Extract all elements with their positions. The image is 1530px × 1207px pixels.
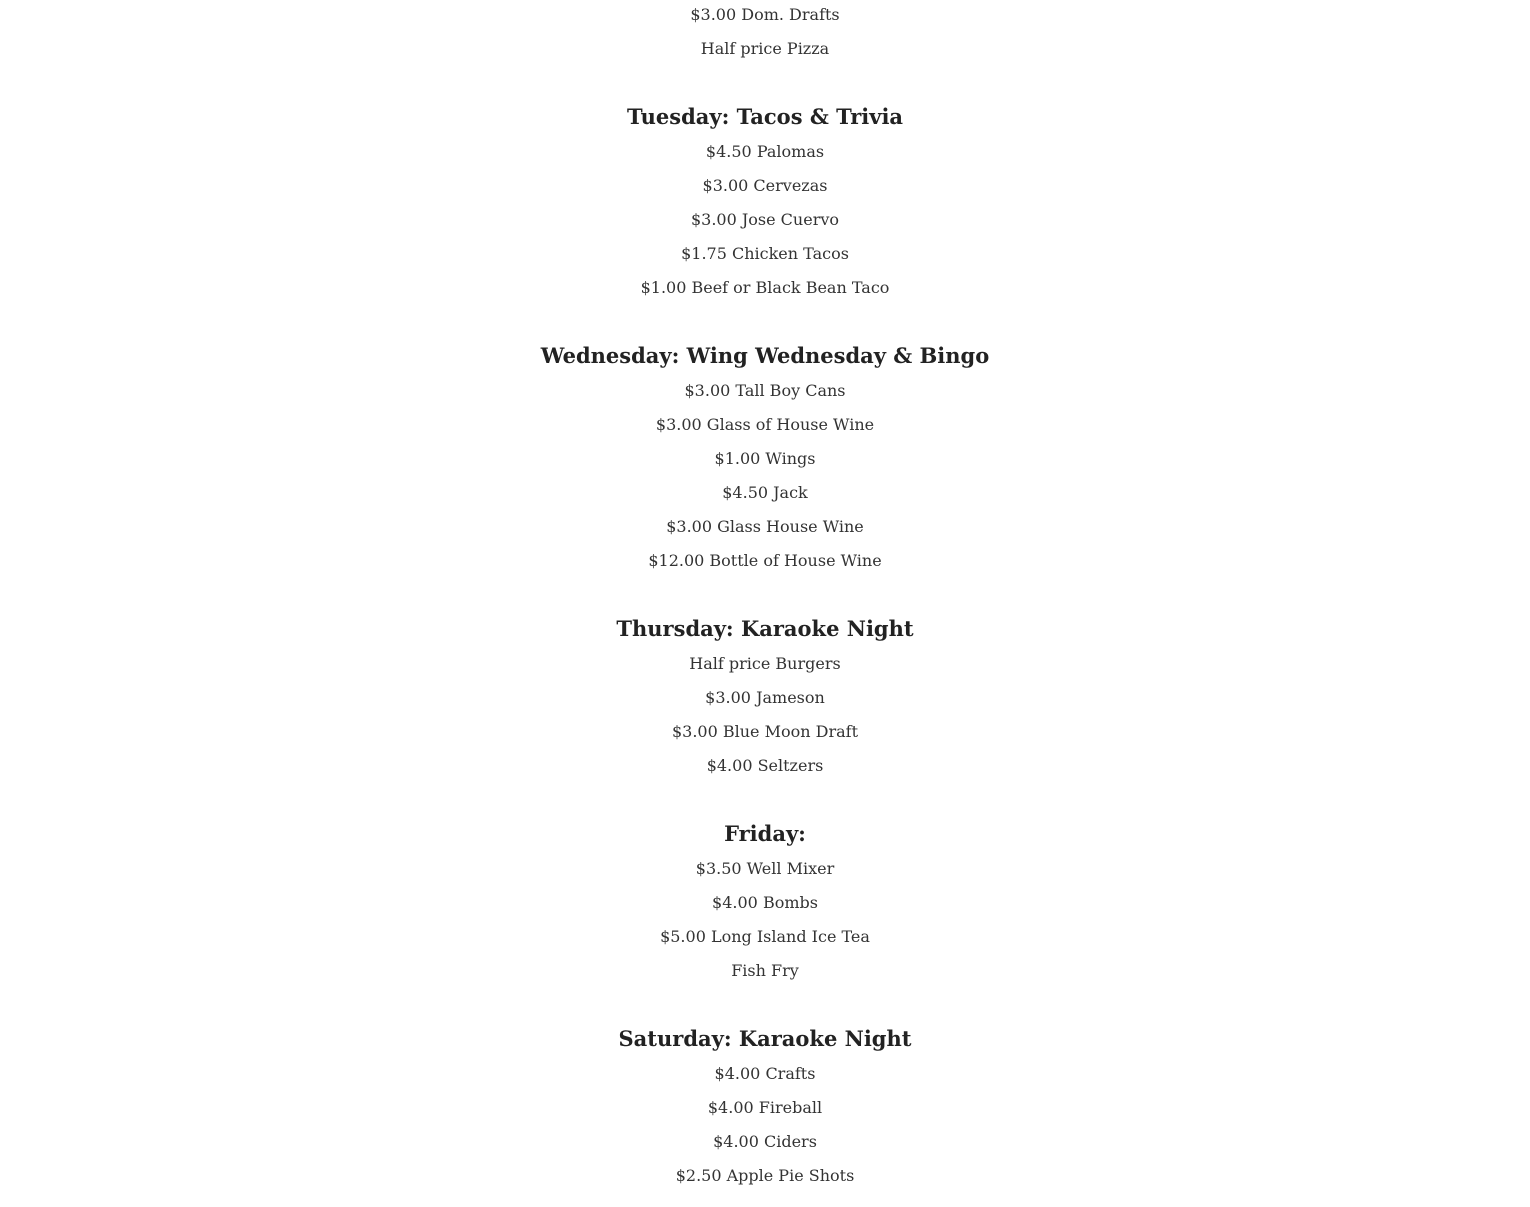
thursday-section xyxy=(0,611,1530,783)
day-heading: Thursday: Karaoke Night xyxy=(616,616,914,641)
menu-item: $4.00 Seltzers xyxy=(706,756,824,775)
menu-item: $3.00 Cervezas xyxy=(702,176,828,195)
menu-item: $4.00 Fireball xyxy=(707,1098,823,1117)
monday-section xyxy=(0,0,1530,66)
menu-item: $3.00 Glass House Wine xyxy=(666,517,864,536)
tuesday-section xyxy=(0,99,1530,305)
menu-item: $3.50 Well Mixer xyxy=(695,859,835,878)
menu-item: $3.00 Tall Boy Cans xyxy=(684,381,846,400)
menu-item: $1.00 Beef or Black Bean Taco xyxy=(640,278,890,297)
menu-item: $3.00 Jose Cuervo xyxy=(690,210,840,229)
menu-item: $5.00 Long Island Ice Tea xyxy=(660,927,870,946)
menu-item: Half price Burgers xyxy=(689,654,841,673)
menu-item: $1.75 Chicken Tacos xyxy=(681,244,849,263)
menu-item: $3.00 Jameson xyxy=(705,688,825,707)
menu-item: $4.50 Jack xyxy=(722,483,808,502)
day-heading: Saturday: Karaoke Night xyxy=(618,1026,912,1051)
menu-item: $3.00 Blue Moon Draft xyxy=(671,722,859,741)
day-heading: Tuesday: Tacos & Trivia xyxy=(626,104,904,129)
menu-item: $4.00 Bombs xyxy=(712,893,818,912)
menu-item: Fish Fry xyxy=(731,961,799,980)
friday-section xyxy=(0,816,1530,988)
menu-item: $4.00 Crafts xyxy=(714,1064,816,1083)
menu-item: $3.00 Glass of House Wine xyxy=(655,415,875,434)
day-heading: Wednesday: Wing Wednesday & Bingo xyxy=(540,343,990,368)
menu-item: $1.00 Wings xyxy=(714,449,816,468)
menu-item: $3.00 Dom. Drafts xyxy=(690,5,840,24)
menu-item: $4.00 Ciders xyxy=(713,1132,817,1151)
wednesday-section xyxy=(0,338,1530,578)
menu-item: $12.00 Bottle of House Wine xyxy=(648,551,882,570)
menu-item: $2.50 Apple Pie Shots xyxy=(675,1166,855,1185)
day-heading: Friday: xyxy=(724,821,806,846)
menu-item: $4.50 Palomas xyxy=(705,142,825,161)
menu-item: Half price Pizza xyxy=(700,39,830,58)
saturday-section xyxy=(0,1021,1530,1193)
